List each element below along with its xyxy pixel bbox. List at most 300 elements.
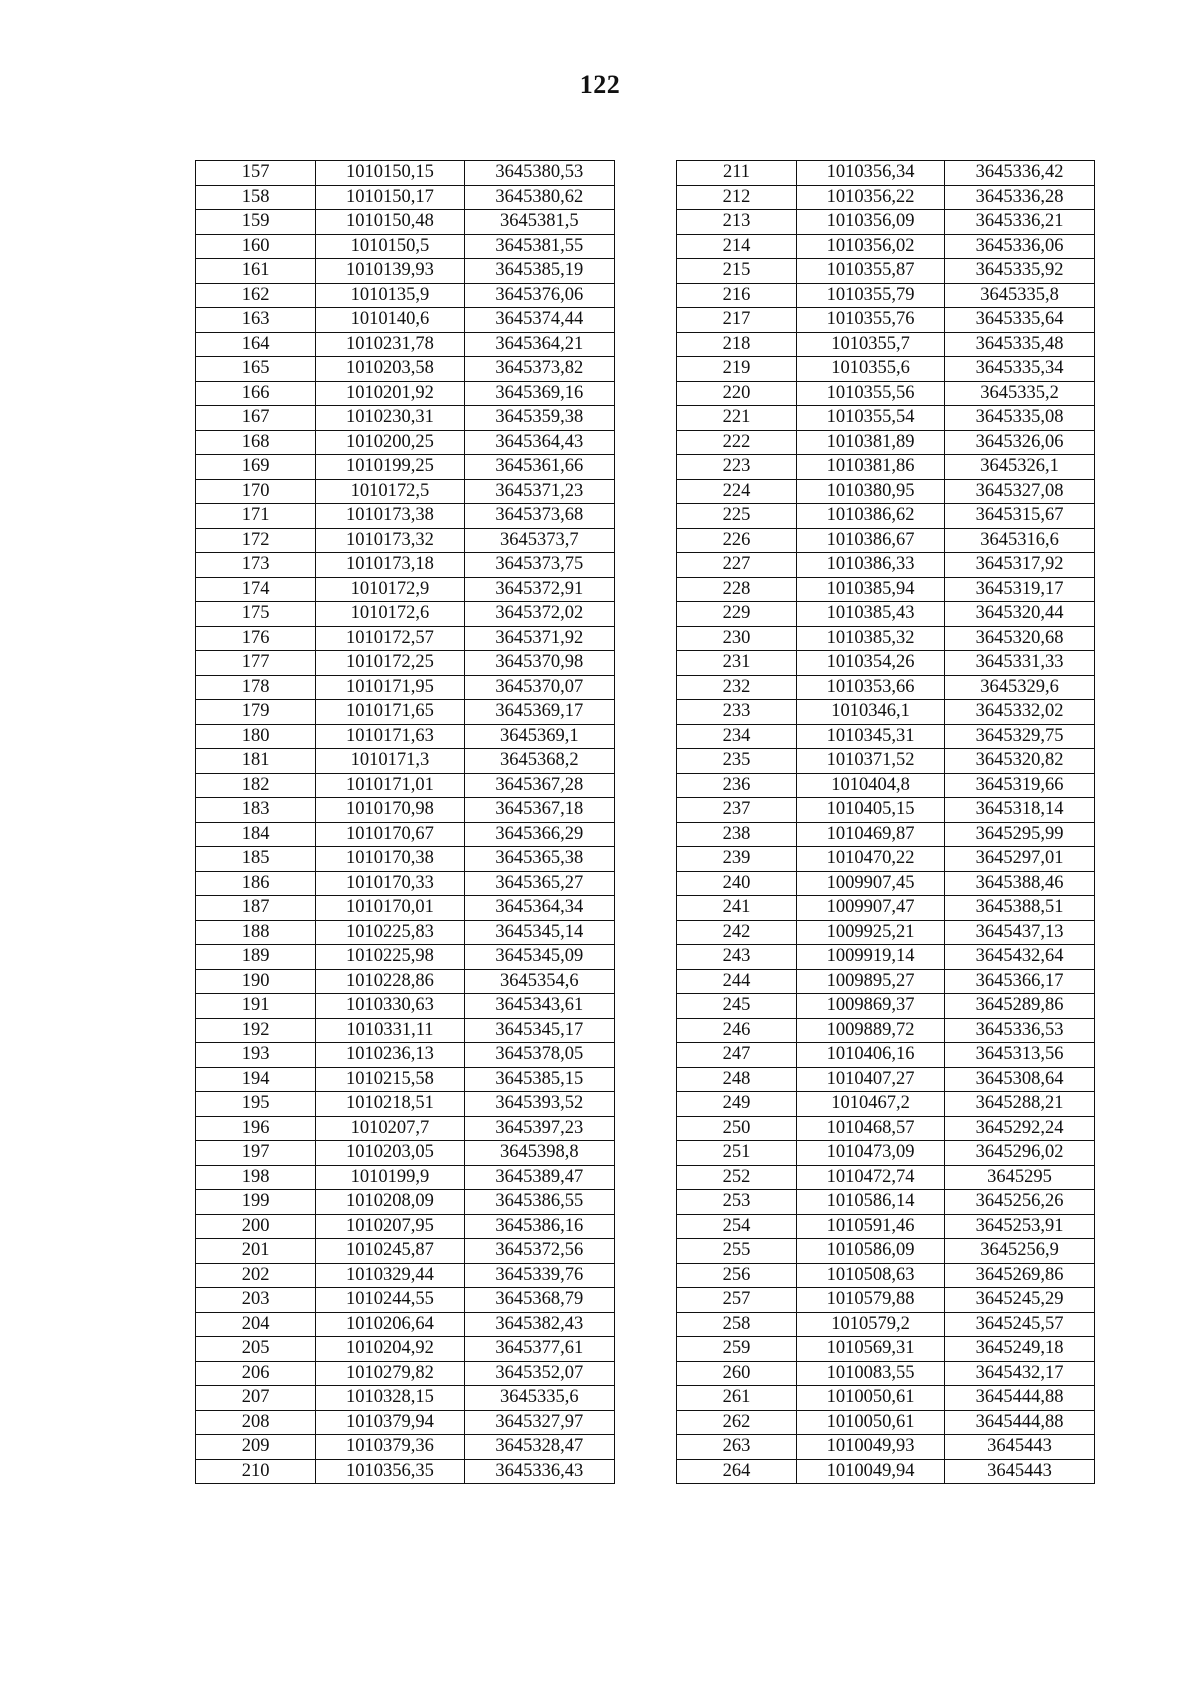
table-row <box>677 1018 1095 1043</box>
x-coordinate-cell: 1010381,86 <box>797 455 945 480</box>
x-coordinate-cell: 1010356,02 <box>797 234 945 259</box>
x-coordinate-cell: 1010346,1 <box>797 700 945 725</box>
x-coordinate-cell: 1010354,26 <box>797 651 945 676</box>
y-coordinate-cell: 3645336,06 <box>945 234 1095 259</box>
x-coordinate-cell: 1010204,92 <box>316 1337 464 1362</box>
y-coordinate-cell: 3645335,6 <box>464 1386 614 1411</box>
point-number-cell: 214 <box>677 234 797 259</box>
y-coordinate-cell: 3645437,13 <box>945 920 1095 945</box>
x-coordinate-cell: 1010207,7 <box>316 1116 464 1141</box>
x-coordinate-cell: 1010591,46 <box>797 1214 945 1239</box>
table-row <box>677 259 1095 284</box>
table-row <box>196 430 615 455</box>
point-number-cell: 166 <box>196 381 316 406</box>
table-row <box>677 700 1095 725</box>
y-coordinate-cell: 3645432,64 <box>945 945 1095 970</box>
point-number-cell: 176 <box>196 626 316 651</box>
y-coordinate-cell: 3645295,99 <box>945 822 1095 847</box>
y-coordinate-cell: 3645443 <box>945 1435 1095 1460</box>
point-number-cell: 258 <box>677 1312 797 1337</box>
table-row <box>196 1263 615 1288</box>
point-number-cell: 239 <box>677 847 797 872</box>
y-coordinate-cell: 3645380,62 <box>464 185 614 210</box>
table-row <box>196 1043 615 1068</box>
y-coordinate-cell: 3645345,17 <box>464 1018 614 1043</box>
table-row <box>677 1312 1095 1337</box>
x-coordinate-cell: 1009869,37 <box>797 994 945 1019</box>
y-coordinate-cell: 3645372,02 <box>464 602 614 627</box>
x-coordinate-cell: 1010049,93 <box>797 1435 945 1460</box>
table-row <box>677 724 1095 749</box>
point-number-cell: 234 <box>677 724 797 749</box>
point-number-cell: 236 <box>677 773 797 798</box>
table-row <box>677 822 1095 847</box>
table-row <box>196 357 615 382</box>
table-row <box>196 675 615 700</box>
point-number-cell: 181 <box>196 749 316 774</box>
x-coordinate-cell: 1010355,56 <box>797 381 945 406</box>
x-coordinate-cell: 1010200,25 <box>316 430 464 455</box>
point-number-cell: 207 <box>196 1386 316 1411</box>
table-row <box>677 1190 1095 1215</box>
point-number-cell: 254 <box>677 1214 797 1239</box>
table-row <box>677 798 1095 823</box>
point-number-cell: 186 <box>196 871 316 896</box>
y-coordinate-cell: 3645388,46 <box>945 871 1095 896</box>
table-row <box>196 234 615 259</box>
y-coordinate-cell: 3645444,88 <box>945 1386 1095 1411</box>
point-number-cell: 230 <box>677 626 797 651</box>
x-coordinate-cell: 1010355,79 <box>797 283 945 308</box>
table-row <box>196 1239 615 1264</box>
y-coordinate-cell: 3645365,27 <box>464 871 614 896</box>
point-number-cell: 261 <box>677 1386 797 1411</box>
y-coordinate-cell: 3645389,47 <box>464 1165 614 1190</box>
x-coordinate-cell: 1010171,3 <box>316 749 464 774</box>
table-row <box>196 479 615 504</box>
x-coordinate-cell: 1010468,57 <box>797 1116 945 1141</box>
point-number-cell: 252 <box>677 1165 797 1190</box>
table-row <box>196 1337 615 1362</box>
y-coordinate-cell: 3645352,07 <box>464 1361 614 1386</box>
x-coordinate-cell: 1010586,09 <box>797 1239 945 1264</box>
y-coordinate-cell: 3645386,55 <box>464 1190 614 1215</box>
x-coordinate-cell: 1010331,11 <box>316 1018 464 1043</box>
table-row <box>196 259 615 284</box>
y-coordinate-cell: 3645335,34 <box>945 357 1095 382</box>
point-number-cell: 225 <box>677 504 797 529</box>
x-coordinate-cell: 1010172,25 <box>316 651 464 676</box>
x-coordinate-cell: 1010173,18 <box>316 553 464 578</box>
x-coordinate-cell: 1010170,01 <box>316 896 464 921</box>
y-coordinate-cell: 3645370,98 <box>464 651 614 676</box>
point-number-cell: 264 <box>677 1459 797 1484</box>
table-row <box>677 455 1095 480</box>
x-coordinate-cell: 1010171,63 <box>316 724 464 749</box>
x-coordinate-cell: 1010279,82 <box>316 1361 464 1386</box>
y-coordinate-cell: 3645289,86 <box>945 994 1095 1019</box>
table-row <box>677 381 1095 406</box>
table-row <box>677 1288 1095 1313</box>
table-row <box>196 1459 615 1484</box>
y-coordinate-cell: 3645320,68 <box>945 626 1095 651</box>
table-row <box>677 675 1095 700</box>
point-number-cell: 203 <box>196 1288 316 1313</box>
y-coordinate-cell: 3645249,18 <box>945 1337 1095 1362</box>
y-coordinate-cell: 3645370,07 <box>464 675 614 700</box>
point-number-cell: 250 <box>677 1116 797 1141</box>
table-row <box>196 528 615 553</box>
y-coordinate-cell: 3645373,7 <box>464 528 614 553</box>
table-row <box>196 308 615 333</box>
table-row <box>196 381 615 406</box>
x-coordinate-cell: 1010473,09 <box>797 1141 945 1166</box>
point-number-cell: 184 <box>196 822 316 847</box>
x-coordinate-cell: 1010379,36 <box>316 1435 464 1460</box>
table-row <box>196 455 615 480</box>
y-coordinate-cell: 3645364,34 <box>464 896 614 921</box>
x-coordinate-cell: 1010355,76 <box>797 308 945 333</box>
x-coordinate-cell: 1010150,17 <box>316 185 464 210</box>
y-coordinate-cell: 3645397,23 <box>464 1116 614 1141</box>
point-number-cell: 206 <box>196 1361 316 1386</box>
y-coordinate-cell: 3645315,67 <box>945 504 1095 529</box>
point-number-cell: 216 <box>677 283 797 308</box>
coordinates-table-right <box>676 160 1095 1484</box>
point-number-cell: 241 <box>677 896 797 921</box>
x-coordinate-cell: 1010330,63 <box>316 994 464 1019</box>
y-coordinate-cell: 3645372,91 <box>464 577 614 602</box>
point-number-cell: 245 <box>677 994 797 1019</box>
y-coordinate-cell: 3645336,42 <box>945 161 1095 186</box>
y-coordinate-cell: 3645444,88 <box>945 1410 1095 1435</box>
table-row <box>196 1386 615 1411</box>
x-coordinate-cell: 1010356,09 <box>797 210 945 235</box>
table-row <box>196 1361 615 1386</box>
x-coordinate-cell: 1010203,05 <box>316 1141 464 1166</box>
y-coordinate-cell: 3645329,6 <box>945 675 1095 700</box>
y-coordinate-cell: 3645371,23 <box>464 479 614 504</box>
x-coordinate-cell: 1010050,61 <box>797 1410 945 1435</box>
table-row <box>677 1067 1095 1092</box>
table-row <box>196 920 615 945</box>
point-number-cell: 231 <box>677 651 797 676</box>
y-coordinate-cell: 3645253,91 <box>945 1214 1095 1239</box>
y-coordinate-cell: 3645336,43 <box>464 1459 614 1484</box>
y-coordinate-cell: 3645381,5 <box>464 210 614 235</box>
y-coordinate-cell: 3645380,53 <box>464 161 614 186</box>
point-number-cell: 209 <box>196 1435 316 1460</box>
table-row <box>677 1459 1095 1484</box>
table-row <box>196 994 615 1019</box>
y-coordinate-cell: 3645336,21 <box>945 210 1095 235</box>
y-coordinate-cell: 3645378,05 <box>464 1043 614 1068</box>
y-coordinate-cell: 3645374,44 <box>464 308 614 333</box>
table-row <box>196 504 615 529</box>
x-coordinate-cell: 1010170,67 <box>316 822 464 847</box>
y-coordinate-cell: 3645245,57 <box>945 1312 1095 1337</box>
point-number-cell: 162 <box>196 283 316 308</box>
y-coordinate-cell: 3645381,55 <box>464 234 614 259</box>
x-coordinate-cell: 1010199,9 <box>316 1165 464 1190</box>
x-coordinate-cell: 1010385,94 <box>797 577 945 602</box>
point-number-cell: 219 <box>677 357 797 382</box>
y-coordinate-cell: 3645319,66 <box>945 773 1095 798</box>
point-number-cell: 194 <box>196 1067 316 1092</box>
table-row <box>677 969 1095 994</box>
point-number-cell: 222 <box>677 430 797 455</box>
x-coordinate-cell: 1010170,98 <box>316 798 464 823</box>
point-number-cell: 237 <box>677 798 797 823</box>
x-coordinate-cell: 1010173,38 <box>316 504 464 529</box>
point-number-cell: 228 <box>677 577 797 602</box>
y-coordinate-cell: 3645318,14 <box>945 798 1095 823</box>
point-number-cell: 248 <box>677 1067 797 1092</box>
x-coordinate-cell: 1010385,32 <box>797 626 945 651</box>
x-coordinate-cell: 1010386,33 <box>797 553 945 578</box>
y-coordinate-cell: 3645308,64 <box>945 1067 1095 1092</box>
table-row <box>677 406 1095 431</box>
x-coordinate-cell: 1010172,57 <box>316 626 464 651</box>
point-number-cell: 168 <box>196 430 316 455</box>
table-row <box>677 1092 1095 1117</box>
x-coordinate-cell: 1010470,22 <box>797 847 945 872</box>
x-coordinate-cell: 1010208,09 <box>316 1190 464 1215</box>
y-coordinate-cell: 3645339,76 <box>464 1263 614 1288</box>
point-number-cell: 179 <box>196 700 316 725</box>
point-number-cell: 167 <box>196 406 316 431</box>
point-number-cell: 198 <box>196 1165 316 1190</box>
table-row <box>196 577 615 602</box>
x-coordinate-cell: 1010236,13 <box>316 1043 464 1068</box>
table-row <box>196 185 615 210</box>
table-row <box>196 749 615 774</box>
x-coordinate-cell: 1010139,93 <box>316 259 464 284</box>
point-number-cell: 257 <box>677 1288 797 1313</box>
table-row <box>677 1141 1095 1166</box>
point-number-cell: 217 <box>677 308 797 333</box>
table-row <box>677 1337 1095 1362</box>
y-coordinate-cell: 3645336,53 <box>945 1018 1095 1043</box>
table-row <box>196 1067 615 1092</box>
y-coordinate-cell: 3645398,8 <box>464 1141 614 1166</box>
y-coordinate-cell: 3645386,16 <box>464 1214 614 1239</box>
table-row <box>677 651 1095 676</box>
y-coordinate-cell: 3645373,75 <box>464 553 614 578</box>
y-coordinate-cell: 3645359,38 <box>464 406 614 431</box>
x-coordinate-cell: 1010170,38 <box>316 847 464 872</box>
point-number-cell: 238 <box>677 822 797 847</box>
table-row <box>677 210 1095 235</box>
point-number-cell: 170 <box>196 479 316 504</box>
coordinates-table-left <box>195 160 615 1484</box>
point-number-cell: 244 <box>677 969 797 994</box>
y-coordinate-cell: 3645364,21 <box>464 332 614 357</box>
x-coordinate-cell: 1010586,14 <box>797 1190 945 1215</box>
x-coordinate-cell: 1010150,5 <box>316 234 464 259</box>
table-row <box>196 651 615 676</box>
x-coordinate-cell: 1010328,15 <box>316 1386 464 1411</box>
table-row <box>196 700 615 725</box>
x-coordinate-cell: 1010230,31 <box>316 406 464 431</box>
point-number-cell: 218 <box>677 332 797 357</box>
x-coordinate-cell: 1010207,95 <box>316 1214 464 1239</box>
table-row <box>196 1214 615 1239</box>
point-number-cell: 161 <box>196 259 316 284</box>
point-number-cell: 262 <box>677 1410 797 1435</box>
table-row <box>196 1312 615 1337</box>
x-coordinate-cell: 1010386,62 <box>797 504 945 529</box>
point-number-cell: 196 <box>196 1116 316 1141</box>
y-coordinate-cell: 3645335,2 <box>945 381 1095 406</box>
x-coordinate-cell: 1010228,86 <box>316 969 464 994</box>
y-coordinate-cell: 3645367,28 <box>464 773 614 798</box>
x-coordinate-cell: 1010579,2 <box>797 1312 945 1337</box>
point-number-cell: 232 <box>677 675 797 700</box>
x-coordinate-cell: 1010150,48 <box>316 210 464 235</box>
x-coordinate-cell: 1010199,25 <box>316 455 464 480</box>
y-coordinate-cell: 3645328,47 <box>464 1435 614 1460</box>
y-coordinate-cell: 3645326,1 <box>945 455 1095 480</box>
x-coordinate-cell: 1010579,88 <box>797 1288 945 1313</box>
x-coordinate-cell: 1010215,58 <box>316 1067 464 1092</box>
point-number-cell: 190 <box>196 969 316 994</box>
point-number-cell: 174 <box>196 577 316 602</box>
point-number-cell: 215 <box>677 259 797 284</box>
point-number-cell: 171 <box>196 504 316 529</box>
table-row <box>196 896 615 921</box>
table-row <box>196 1018 615 1043</box>
point-number-cell: 193 <box>196 1043 316 1068</box>
point-number-cell: 192 <box>196 1018 316 1043</box>
point-number-cell: 158 <box>196 185 316 210</box>
x-coordinate-cell: 1010406,16 <box>797 1043 945 1068</box>
y-coordinate-cell: 3645369,1 <box>464 724 614 749</box>
point-number-cell: 251 <box>677 1141 797 1166</box>
x-coordinate-cell: 1009895,27 <box>797 969 945 994</box>
y-coordinate-cell: 3645296,02 <box>945 1141 1095 1166</box>
table-row <box>677 1043 1095 1068</box>
point-number-cell: 220 <box>677 381 797 406</box>
x-coordinate-cell: 1010355,7 <box>797 332 945 357</box>
y-coordinate-cell: 3645327,97 <box>464 1410 614 1435</box>
point-number-cell: 249 <box>677 1092 797 1117</box>
x-coordinate-cell: 1010172,5 <box>316 479 464 504</box>
x-coordinate-cell: 1010379,94 <box>316 1410 464 1435</box>
table-row <box>677 994 1095 1019</box>
table-row <box>677 504 1095 529</box>
point-number-cell: 212 <box>677 185 797 210</box>
point-number-cell: 223 <box>677 455 797 480</box>
point-number-cell: 233 <box>677 700 797 725</box>
y-coordinate-cell: 3645385,19 <box>464 259 614 284</box>
point-number-cell: 187 <box>196 896 316 921</box>
y-coordinate-cell: 3645368,79 <box>464 1288 614 1313</box>
table-row <box>196 1092 615 1117</box>
point-number-cell: 173 <box>196 553 316 578</box>
table-row <box>677 1116 1095 1141</box>
x-coordinate-cell: 1010140,6 <box>316 308 464 333</box>
point-number-cell: 178 <box>196 675 316 700</box>
point-number-cell: 202 <box>196 1263 316 1288</box>
table-row <box>677 602 1095 627</box>
table-row <box>196 1190 615 1215</box>
x-coordinate-cell: 1010225,98 <box>316 945 464 970</box>
x-coordinate-cell: 1010172,6 <box>316 602 464 627</box>
x-coordinate-cell: 1010356,22 <box>797 185 945 210</box>
point-number-cell: 183 <box>196 798 316 823</box>
y-coordinate-cell: 3645372,56 <box>464 1239 614 1264</box>
y-coordinate-cell: 3645365,38 <box>464 847 614 872</box>
y-coordinate-cell: 3645335,08 <box>945 406 1095 431</box>
table-row <box>677 234 1095 259</box>
table-row <box>677 553 1095 578</box>
point-number-cell: 208 <box>196 1410 316 1435</box>
x-coordinate-cell: 1010170,33 <box>316 871 464 896</box>
table-row <box>196 969 615 994</box>
point-number-cell: 211 <box>677 161 797 186</box>
point-number-cell: 204 <box>196 1312 316 1337</box>
table-row <box>677 1165 1095 1190</box>
table-row <box>196 283 615 308</box>
x-coordinate-cell: 1010380,95 <box>797 479 945 504</box>
point-number-cell: 256 <box>677 1263 797 1288</box>
y-coordinate-cell: 3645329,75 <box>945 724 1095 749</box>
x-coordinate-cell: 1010345,31 <box>797 724 945 749</box>
x-coordinate-cell: 1010385,43 <box>797 602 945 627</box>
y-coordinate-cell: 3645335,8 <box>945 283 1095 308</box>
point-number-cell: 229 <box>677 602 797 627</box>
point-number-cell: 259 <box>677 1337 797 1362</box>
x-coordinate-cell: 1010469,87 <box>797 822 945 847</box>
table-row <box>677 430 1095 455</box>
table-row <box>677 161 1095 186</box>
x-coordinate-cell: 1010083,55 <box>797 1361 945 1386</box>
x-coordinate-cell: 1010173,32 <box>316 528 464 553</box>
table-row <box>677 479 1095 504</box>
table-row <box>677 577 1095 602</box>
x-coordinate-cell: 1010171,95 <box>316 675 464 700</box>
table-row <box>196 1435 615 1460</box>
point-number-cell: 197 <box>196 1141 316 1166</box>
table-row <box>677 847 1095 872</box>
x-coordinate-cell: 1010407,27 <box>797 1067 945 1092</box>
y-coordinate-cell: 3645377,61 <box>464 1337 614 1362</box>
y-coordinate-cell: 3645313,56 <box>945 1043 1095 1068</box>
table-row <box>677 749 1095 774</box>
table-row <box>677 626 1095 651</box>
x-coordinate-cell: 1010508,63 <box>797 1263 945 1288</box>
table-row <box>196 161 615 186</box>
table-row <box>196 847 615 872</box>
x-coordinate-cell: 1010231,78 <box>316 332 464 357</box>
x-coordinate-cell: 1009919,14 <box>797 945 945 970</box>
table-row <box>196 773 615 798</box>
table-row <box>677 332 1095 357</box>
table-row <box>677 945 1095 970</box>
point-number-cell: 163 <box>196 308 316 333</box>
table-row <box>196 1410 615 1435</box>
y-coordinate-cell: 3645361,66 <box>464 455 614 480</box>
point-number-cell: 201 <box>196 1239 316 1264</box>
y-coordinate-cell: 3645316,6 <box>945 528 1095 553</box>
point-number-cell: 177 <box>196 651 316 676</box>
table-row <box>196 1288 615 1313</box>
y-coordinate-cell: 3645336,28 <box>945 185 1095 210</box>
y-coordinate-cell: 3645388,51 <box>945 896 1095 921</box>
y-coordinate-cell: 3645345,14 <box>464 920 614 945</box>
y-coordinate-cell: 3645368,2 <box>464 749 614 774</box>
